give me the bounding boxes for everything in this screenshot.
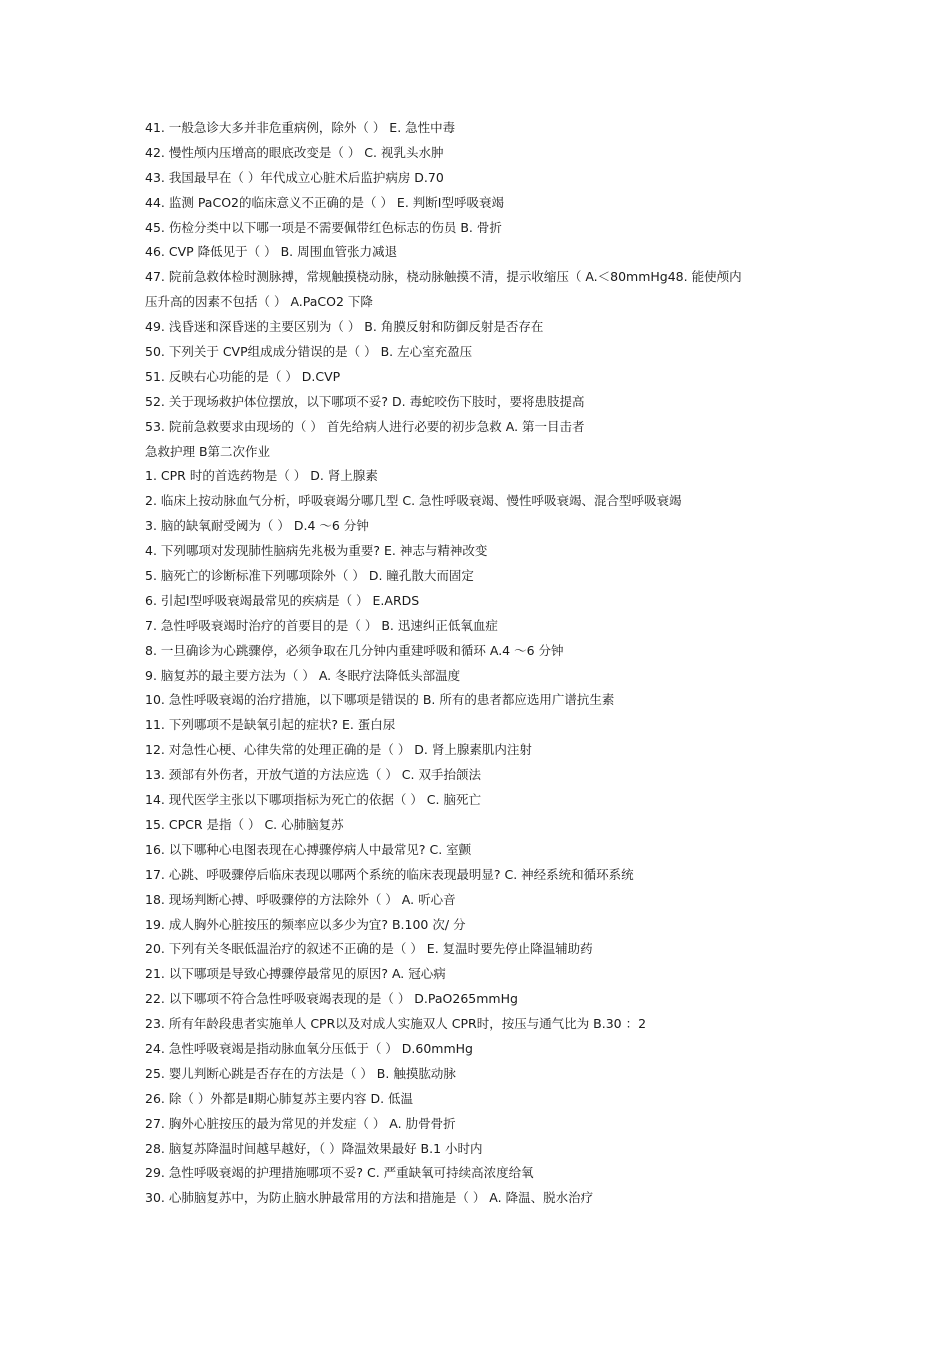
question-line: 46. CVP 降低见于（ ） B. 周围血管张力减退	[145, 244, 398, 260]
question-line: 14. 现代医学主张以下哪项指标为死亡的依据（ ） C. 脑死亡	[145, 792, 481, 808]
question-line: 5. 脑死亡的诊断标准下列哪项除外（ ） D. 瞳孔散大而固定	[145, 568, 474, 584]
question-line: 12. 对急性心梗、心律失常的处理正确的是（ ） D. 肾上腺素肌内注射	[145, 742, 532, 758]
question-line: 7. 急性呼吸衰竭时治疗的首要目的是（ ） B. 迅速纠正低氧血症	[145, 617, 498, 633]
question-line: 4. 下列哪项对发现肺性脑病先兆极为重要? E. 神志与精神改变	[145, 543, 488, 559]
question-line: 50. 下列关于 CVP组成成分错误的是（ ） B. 左心室充盈压	[145, 344, 473, 360]
question-line: 8. 一旦确诊为心跳骤停，必须争取在几分钟内重建呼吸和循环 A.4 ～6 分钟	[145, 642, 564, 658]
question-line: 27. 胸外心脏按压的最为常见的并发症（ ） A. 肋骨骨折	[145, 1115, 456, 1131]
question-list	[145, 116, 815, 1211]
question-line: 22. 以下哪项不符合急性呼吸衰竭表现的是（ ） D.PaO265mmHg	[145, 991, 518, 1007]
question-line: 11. 下列哪项不是缺氧引起的症状? E. 蛋白尿	[145, 717, 396, 733]
question-line: 26. 除（ ）外都是Ⅱ期心肺复苏主要内容 D. 低温	[145, 1090, 414, 1106]
question-line: 10. 急性呼吸衰竭的治疗措施，以下哪项是错误的 B. 所有的患者都应选用广谱抗生素	[145, 692, 615, 708]
question-line: 47. 院前急救体检时测脉搏，常规触摸桡动脉，桡动脉触摸不清，提示收缩压（ A.＜80mmHg48. 能使颅内	[145, 269, 742, 285]
question-line: 53. 院前急救要求由现场的（ ） 首先给病人进行必要的初步急救 A. 第一目击者	[145, 418, 585, 434]
question-line: 49. 浅昏迷和深昏迷的主要区别为（ ） B. 角膜反射和防御反射是否存在	[145, 319, 544, 335]
question-line: 19. 成人胸外心脏按压的频率应以多少为宜? B.100 次/ 分	[145, 916, 466, 932]
question-line: 13. 颈部有外伤者，开放气道的方法应选（ ） C. 双手抬颌法	[145, 767, 481, 783]
question-line: 18. 现场判断心搏、呼吸骤停的方法除外（ ） A. 听心音	[145, 891, 456, 907]
question-line: 1. CPR 时的首选药物是（ ） D. 肾上腺素	[145, 468, 378, 484]
question-line: 急救护理 B第二次作业	[145, 443, 271, 459]
question-line: 21. 以下哪项是导致心搏骤停最常见的原因? A. 冠心病	[145, 966, 446, 982]
question-line: 44. 监测 PaCO2的临床意义不正确的是（ ） E. 判断Ⅰ型呼吸衰竭	[145, 194, 504, 210]
question-line: 15. CPCR 是指（ ） C. 心肺脑复苏	[145, 816, 344, 832]
question-line: 24. 急性呼吸衰竭是指动脉血氧分压低于（ ） D.60mmHg	[145, 1040, 473, 1056]
question-line: 25. 婴儿判断心跳是否存在的方法是（ ） B. 触摸肱动脉	[145, 1065, 456, 1081]
question-line: 6. 引起Ⅰ型呼吸衰竭最常见的疾病是（ ） E.ARDS	[145, 592, 420, 608]
question-line: 28. 脑复苏降温时间越早越好，（ ）降温效果最好 B.1 小时内	[145, 1140, 483, 1156]
question-line: 42. 慢性颅内压增高的眼底改变是（ ） C. 视乳头水肿	[145, 144, 444, 160]
question-line: 51. 反映右心功能的是（ ） D.CVP	[145, 368, 341, 384]
question-line: 23. 所有年龄段患者实施单人 CPR以及对成人实施双人 CPR时，按压与通气比为 B.30 ：2	[145, 1016, 647, 1032]
question-line: 压升高的因素不包括（ ） A.PaCO2 下降	[145, 294, 373, 310]
question-line: 30. 心肺脑复苏中，为防止脑水肿最常用的方法和措施是（ ） A. 降温、脱水治疗	[145, 1190, 594, 1206]
question-line: 17. 心跳、呼吸骤停后临床表现以哪两个系统的临床表现最明显? C. 神经系统和循环系统	[145, 866, 634, 882]
question-line: 9. 脑复苏的最主要方法为（ ） A. 冬眠疗法降低头部温度	[145, 667, 461, 683]
question-line: 2. 临床上按动脉血气分析，呼吸衰竭分哪几型 C. 急性呼吸衰竭、慢性呼吸衰竭、混合型呼吸衰竭	[145, 493, 682, 509]
question-line: 3. 脑的缺氧耐受阈为（ ） D.4 ～6 分钟	[145, 518, 369, 534]
question-line: 29. 急性呼吸衰竭的护理措施哪项不妥? C. 严重缺氧可持续高浓度给氧	[145, 1165, 534, 1181]
question-line: 16. 以下哪种心电图表现在心搏骤停病人中最常见? C. 室颤	[145, 841, 472, 857]
question-line: 20. 下列有关冬眠低温治疗的叙述不正确的是（ ） E. 复温时要先停止降温辅助药	[145, 941, 593, 957]
question-line: 45. 伤检分类中以下哪一项是不需要佩带红色标志的伤员 B. 骨折	[145, 219, 502, 235]
question-line: 43. 我国最早在（ ）年代成立心脏术后监护病房 D.70	[145, 169, 444, 185]
question-line: 52. 关于现场救护体位摆放，以下哪项不妥? D. 毒蛇咬伤下肢时，要将患肢提高	[145, 393, 585, 409]
question-line: 41. 一般急诊大多并非危重病例，除外（ ） E. 急性中毒	[145, 120, 456, 135]
